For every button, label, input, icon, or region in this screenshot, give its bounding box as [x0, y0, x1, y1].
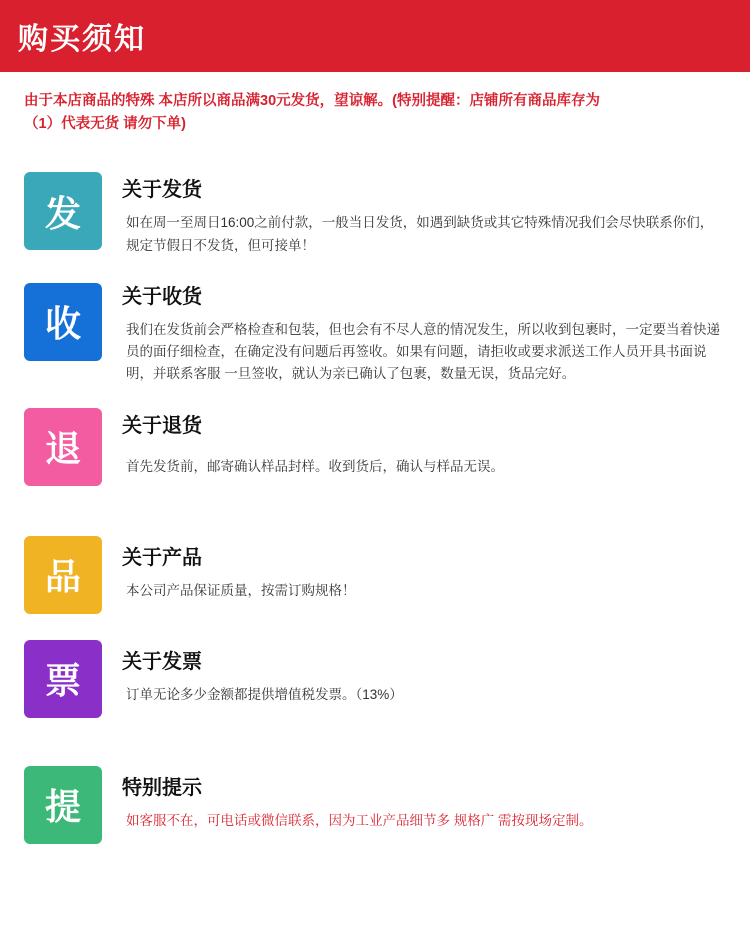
- section-returns: [0, 408, 750, 486]
- section-text-shipping: 如在周一至周日16:00之前付款，一般当日发货，如遇到缺货或其它特殊情况我们会尽快联系你们，规定节假日不发货，但可接单！: [126, 215, 714, 253]
- section-body-receiving: [102, 283, 726, 386]
- section-text-receiving: 我们在发货前会严格检查和包装，但也会有不尽人意的情况发生，所以收到包裹时，一定要当着快递员的面仔细检查，在确定没有问题后再签收。如果有问题，请拒收或要求派送工作人员开具书面说明，并联系客服 一旦签收，就认为亲已确认了包裹，数量无误，货品完好。: [126, 321, 720, 382]
- section-body-special-tip: [102, 766, 726, 832]
- shipping-notice-text: 由于本店商品的特殊 本店所以商品满30元发货，望谅解。(特别提醒：店铺所有商品库存为（1）代表无货 请勿下单): [24, 93, 600, 133]
- section-title-returns: 关于退货: [122, 414, 202, 437]
- section-text-product: 本公司产品保证质量，按需订购规格！: [126, 582, 356, 598]
- section-invoice: [0, 640, 750, 718]
- badge-icon-shou: 收: [24, 283, 102, 361]
- page-title: 购买须知: [18, 23, 146, 56]
- section-body-product: [102, 536, 726, 602]
- notice-sections: [0, 142, 750, 843]
- section-title-shipping: 关于发货: [122, 179, 202, 202]
- section-shipping: [0, 172, 750, 257]
- badge-icon-fa: 发: [24, 172, 102, 250]
- badge-icon-pin: 品: [24, 536, 102, 614]
- section-body-invoice: [102, 640, 726, 706]
- section-receiving: [0, 283, 750, 386]
- badge-icon-ti: 提: [24, 766, 102, 844]
- section-special-tip: [0, 766, 750, 844]
- section-title-invoice: 关于发票: [122, 650, 202, 673]
- section-product: [0, 536, 750, 614]
- section-text-returns: 首先发货前，邮寄确认样品封样。收到货后，确认与样品无误。: [126, 458, 504, 474]
- section-text-special-tip: 如客服不在，可电话或微信联系，因为工业产品细节多 规格广 需按现场定制。: [126, 812, 593, 828]
- section-body-returns: [102, 408, 726, 478]
- section-title-special-tip: 特别提示: [122, 776, 202, 799]
- badge-icon-tui: 退: [24, 408, 102, 486]
- badge-icon-piao: 票: [24, 640, 102, 718]
- section-title-product: 关于产品: [122, 546, 202, 569]
- page-header: [0, 0, 750, 72]
- section-text-invoice: 订单无论多少金额都提供增值税发票。（13%）: [126, 686, 403, 702]
- section-body-shipping: [102, 172, 726, 257]
- section-title-receiving: 关于收货: [122, 285, 202, 308]
